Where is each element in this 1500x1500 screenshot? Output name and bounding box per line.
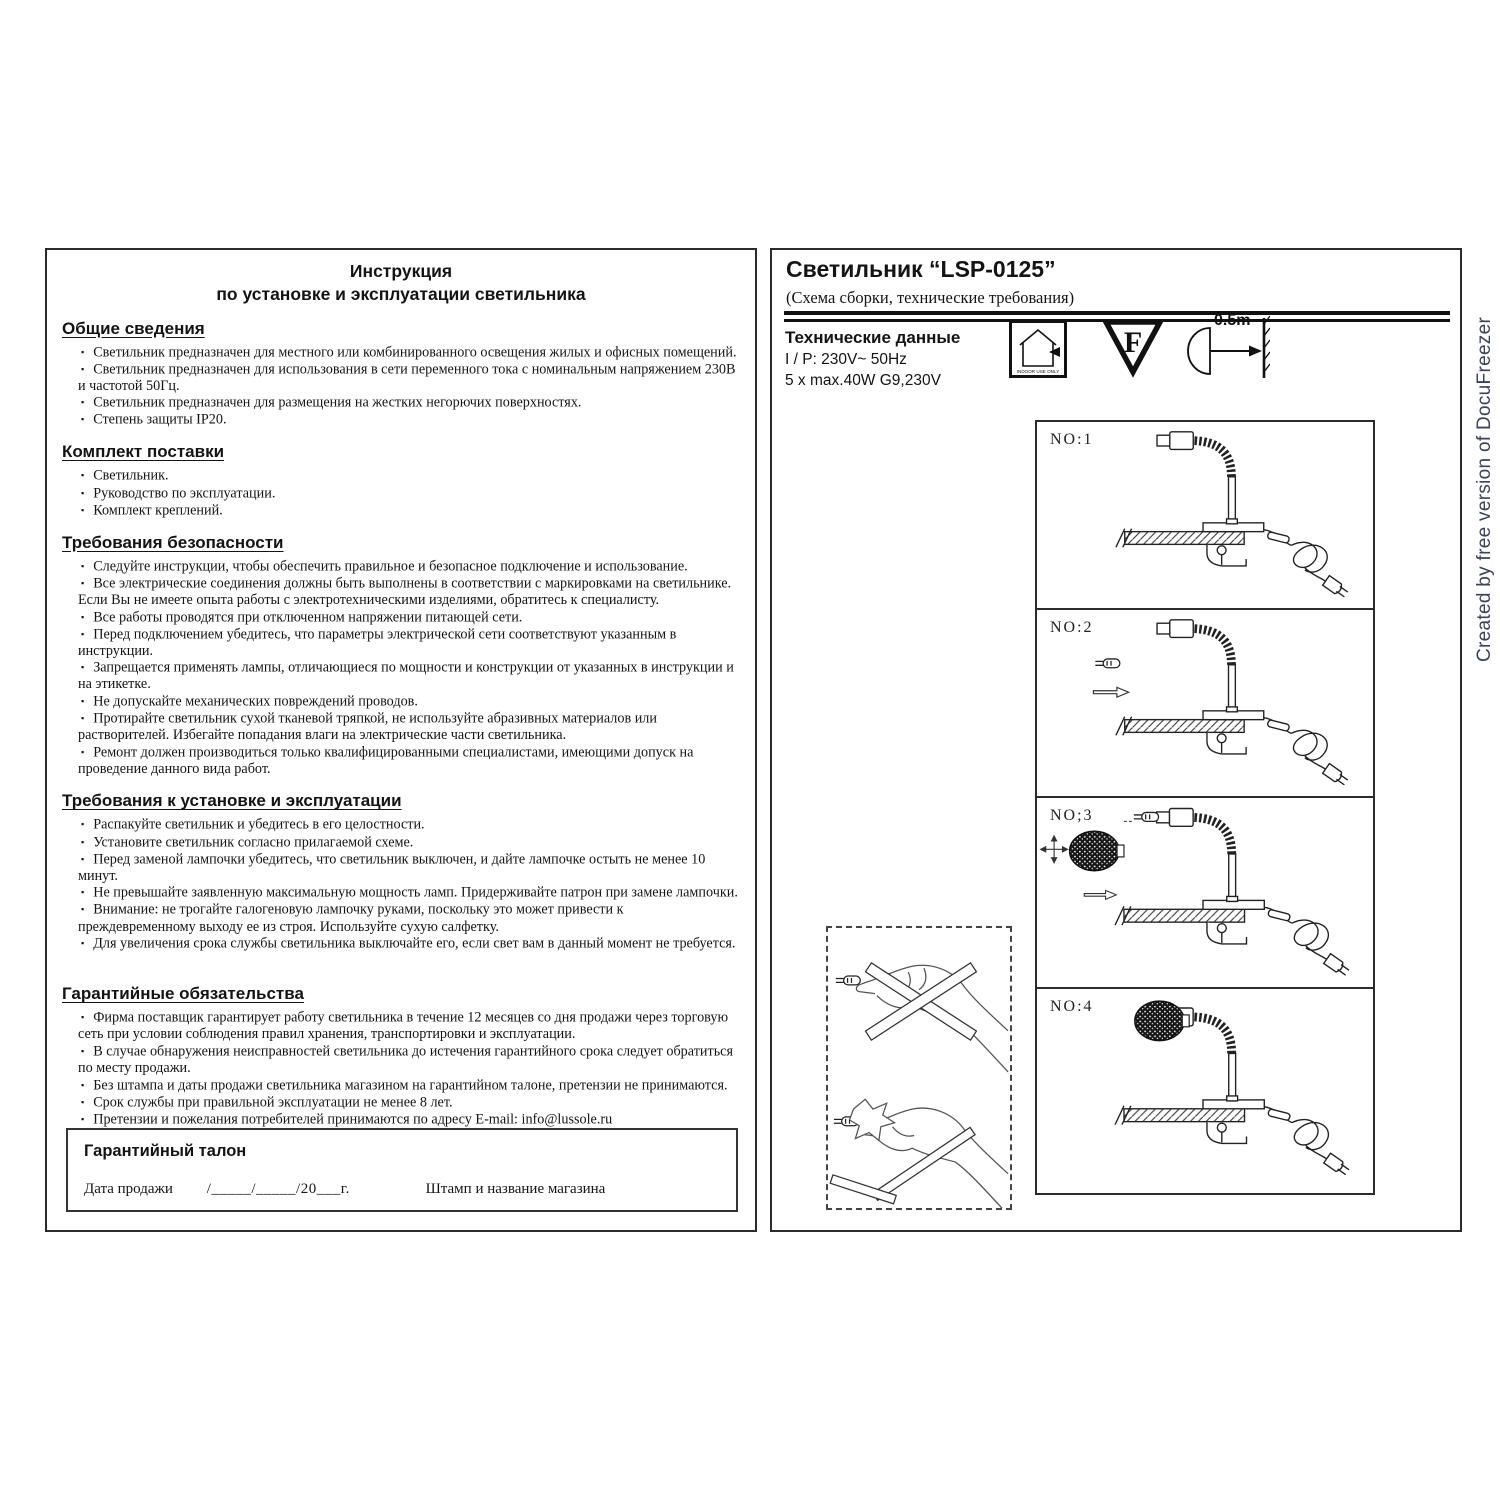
bullet-item: ▪ Светильник предназначен для использования в сети переменного тока с номинальным напряжением 230В и частотой 50Гц. xyxy=(78,361,736,394)
bullet-item: ▪ Перед подключением убедитесь, что параметры электрической сети соответствуют указанным в инструкции. xyxy=(78,626,677,659)
bullet-icon: ▪ xyxy=(81,1079,85,1090)
bullet-item: ▪ Распакуйте светильник и убедитесь в его целостности. xyxy=(81,816,425,833)
assembly-step-4 xyxy=(1037,989,1373,1195)
tech-data-heading: Технические данные xyxy=(785,328,961,347)
section-3 xyxy=(62,533,740,778)
product-title: Светильник “LSP-0125” xyxy=(786,256,1056,282)
step-label: NO:2 xyxy=(1050,619,1094,636)
bullet-icon: ▪ xyxy=(81,746,85,757)
bulb-icon xyxy=(1095,659,1119,668)
bullet-icon: ▪ xyxy=(81,819,85,830)
indoor-use-only-label: INDOOR USE ONLY xyxy=(1016,369,1060,374)
warranty-stamp-label: Штамп и название магазина xyxy=(425,1181,606,1197)
bullet-item: ▪ Все электрические соединения должны быть выполнены в соответствии с маркировками на светильнике. Если Вы не имеете опыта работы с электротехническими изделиями, обратитесь к специалисту. xyxy=(78,575,732,608)
assembly-step-2 xyxy=(1037,610,1373,798)
bullet-item: ▪ Ремонт должен производиться только квалифицированными специалистами, имеющими допуск на проведение данного вида работ. xyxy=(78,744,694,777)
section-heading: Комплект поставки xyxy=(62,442,225,462)
bullet-icon: ▪ xyxy=(81,1045,85,1056)
hand-with-cloth-illustration xyxy=(830,1099,1008,1208)
section-heading: Гарантийные обязательства xyxy=(62,984,304,1004)
bullet-icon: ▪ xyxy=(81,938,85,949)
bullet-icon: ▪ xyxy=(81,887,85,898)
warranty-date-label: Дата продажи xyxy=(84,1181,173,1197)
product-subtitle: (Схема сборки, технические требования) xyxy=(786,288,1075,307)
lamp-diagram-step1 xyxy=(1037,422,1373,608)
bullet-item: ▪ Срок службы при правильной эксплуатации не менее 8 лет. xyxy=(81,1094,453,1111)
bullet-item: ▪ Светильник предназначен для размещения на жестких негорючих поверхностях. xyxy=(81,394,582,411)
min-distance-label: 0.5m xyxy=(1214,312,1251,329)
bullet-item: ▪ Перед заменой лампочки убедитесь, что светильник выключен, и дайте лампочке остыть не менее 10 минут. xyxy=(78,851,706,884)
bullet-item: ▪ Протирайте светильник сухой тканевой тряпкой, не используйте абразивных материалов или растворителей. Избегайте попадания влаги на электрические части светильника. xyxy=(78,710,657,744)
instruction-panel xyxy=(45,248,757,1232)
section-4 xyxy=(62,791,740,952)
bullet-icon: ▪ xyxy=(81,662,85,673)
assembly-step-3 xyxy=(1037,798,1373,989)
instruction-title-line2: по установке и эксплуатации светильника xyxy=(216,283,586,304)
assembly-step-1 xyxy=(1037,422,1373,610)
step-label: NO:4 xyxy=(1050,998,1094,1015)
bullet-icon: ▪ xyxy=(81,560,85,571)
warranty-coupon-box xyxy=(66,1128,738,1212)
bullet-item: ▪ Внимание: не трогайте галогеновую лампочку руками, поскольку это может привести к преждевременному выходу ее из строя. Используйте сухую салфетку. xyxy=(78,901,624,935)
shade-icon xyxy=(1135,1001,1189,1041)
halogen-handling-warning xyxy=(826,926,1012,1210)
step-label: NO:1 xyxy=(1050,431,1094,448)
bullet-item: ▪ Светильник. xyxy=(81,467,169,484)
lamp-diagram-step2 xyxy=(1037,610,1373,796)
docufreezer-watermark: Created by free version of DocuFreezer xyxy=(1474,316,1495,662)
bullet-item: ▪ Степень защиты IP20. xyxy=(81,411,227,428)
tech-data-wattage: 5 x max.40W G9,230V xyxy=(785,372,941,389)
bullet-icon: ▪ xyxy=(81,904,85,915)
bullet-item: ▪ Все работы проводятся при отключенном напряжении питающей сети. xyxy=(81,609,523,626)
bullet-icon: ▪ xyxy=(81,1096,85,1107)
bullet-icon: ▪ xyxy=(81,1113,85,1124)
assembly-panel xyxy=(770,248,1462,1232)
warranty-coupon-title: Гарантийный талон xyxy=(84,1141,247,1160)
instruction-title-line1: Инструкция xyxy=(349,261,453,281)
bullet-item: ▪ Претензии и пожелания потребителей принимаются по адресу E-mail: info@lussole.ru xyxy=(81,1111,613,1128)
bullet-icon: ▪ xyxy=(81,1012,85,1023)
bullet-icon: ▪ xyxy=(81,397,85,408)
bullet-item: ▪ Светильник предназначен для местного или комбинированного освещения жилых и офисных помещений. xyxy=(81,344,737,360)
bullet-icon: ▪ xyxy=(81,363,85,374)
bullet-item: ▪ Следуйте инструкции, чтобы обеспечить правильное и безопасное подключение и использование. xyxy=(81,558,688,575)
lamp-diagram-step4 xyxy=(1037,989,1373,1195)
shade-icon xyxy=(1070,831,1124,871)
bullet-icon: ▪ xyxy=(81,470,85,481)
tech-data-voltage: I / P: 230V~ 50Hz xyxy=(785,351,907,368)
section-1 xyxy=(62,319,740,429)
step-label: NO;3 xyxy=(1050,807,1094,824)
warranty-date-row xyxy=(84,1181,605,1198)
bulb-icon xyxy=(1134,812,1159,821)
f-symbol-letter: F xyxy=(1123,326,1143,359)
assembly-steps-box xyxy=(1035,420,1375,1195)
lamp-diagram-step3 xyxy=(1037,798,1373,987)
bullet-icon: ▪ xyxy=(81,611,85,622)
bullet-icon: ▪ xyxy=(81,504,85,515)
bullet-item: ▪ Установите светильник согласно прилагаемой схеме. xyxy=(81,834,414,851)
bullet-icon: ▪ xyxy=(81,696,85,706)
insert-arrow-icon xyxy=(1084,890,1116,899)
section-heading: Требования к установке и эксплуатации xyxy=(62,791,402,811)
bullet-icon: ▪ xyxy=(81,414,85,425)
section-heading: Требования безопасности xyxy=(62,532,284,552)
bulb-icon xyxy=(836,976,860,985)
bullet-item: ▪ В случае обнаружения неисправностей светильника до истечения гарантийного срока следует обратиться по месту продажи. xyxy=(78,1043,733,1076)
bullet-icon: ▪ xyxy=(81,628,85,639)
bullet-item: ▪ Для увеличения срока службы светильника выключайте его, если свет вам в данный момент не требуется. xyxy=(81,935,736,952)
instruction-sections xyxy=(62,306,740,1128)
rotate-arrows-icon xyxy=(1041,836,1068,863)
bullet-item: ▪ Не допускайте механических повреждений проводов. xyxy=(81,693,418,710)
bullet-item: ▪ Без штампа и даты продажи светильника магазином на гарантийном талоне, претензии не принимаются. xyxy=(81,1077,728,1094)
section-2 xyxy=(62,442,740,518)
min-distance-icon xyxy=(1174,310,1270,380)
bullet-icon: ▪ xyxy=(81,836,85,847)
bullet-item: ▪ Фирма поставщик гарантирует работу светильника в течение 12 месяцев со дня продажи через торговую сеть при условии соблюдения правил хранения, транспортировки и эксплуатации. xyxy=(78,1009,729,1043)
bullet-icon: ▪ xyxy=(81,853,85,864)
bullet-item: ▪ Не превышайте заявленную максимальную мощность ламп. Придерживайте патрон при замене лампочки. xyxy=(81,884,738,901)
section-5 xyxy=(62,984,740,1128)
indoor-use-only-icon xyxy=(1009,320,1067,378)
bullet-icon: ▪ xyxy=(81,487,85,498)
f-symbol-icon xyxy=(1100,316,1166,378)
bullet-icon: ▪ xyxy=(81,577,85,588)
section-heading: Общие сведения xyxy=(62,318,205,338)
instruction-title xyxy=(62,260,740,306)
warranty-date-blanks: /_____/_____/20___г. xyxy=(206,1181,350,1197)
bullet-item: ▪ Запрещается применять лампы, отличающиеся по мощности и конструкции от указанных в инструкции и на этикетке. xyxy=(78,659,734,693)
bullet-item: ▪ Комплект креплений. xyxy=(81,502,223,519)
bullet-icon: ▪ xyxy=(81,713,85,724)
insert-arrow-icon xyxy=(1093,687,1128,697)
bullet-icon: ▪ xyxy=(81,346,85,357)
bullet-item: ▪ Руководство по эксплуатации. xyxy=(81,485,276,502)
